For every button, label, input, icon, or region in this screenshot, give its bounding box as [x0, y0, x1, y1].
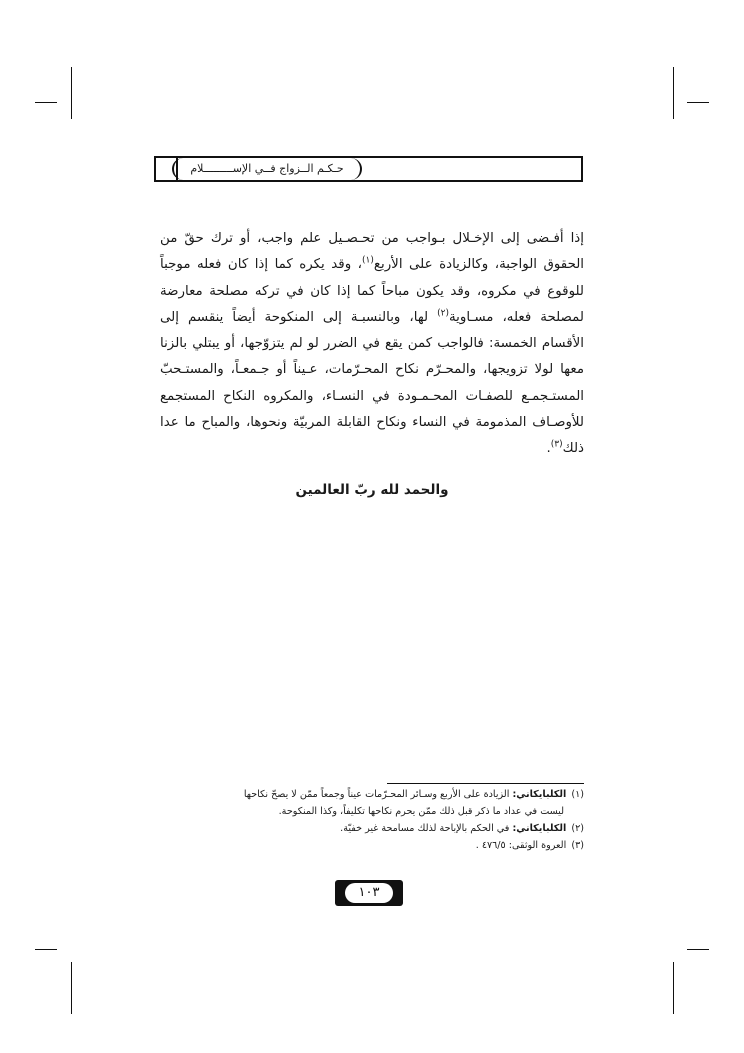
footnote-ref-1[interactable]: (١) [361, 255, 374, 266]
closing-line: والحمد لله ربّ العالمين [295, 482, 449, 498]
footnote-2 [160, 820, 584, 837]
crop-mark [35, 949, 57, 950]
footnote-1-continuation: ليست في عداد ما ذكر قبل ذلك ممّن يحرم نكاحها تكليفاً، وكذا المنكوحة. [278, 806, 564, 817]
footnote-number: (١) [571, 789, 584, 800]
footnote-separator [387, 783, 584, 784]
crop-mark [71, 962, 72, 1014]
footnote-text: في الحكم بالإباحة لذلك مسامحة غير خفيّة. [340, 823, 513, 834]
footnote-number: (٣) [571, 840, 584, 851]
crop-mark [71, 67, 72, 119]
body-text-segment: . [546, 441, 551, 457]
crop-mark [673, 67, 674, 119]
crop-mark [35, 102, 57, 103]
footnote-text: الزيادة على الأربع وسـائر المحـرّمات عيناً وجمعاً ممّن لا يصحّ نكاحها [243, 789, 513, 800]
crop-mark [687, 949, 709, 950]
footnotes [160, 786, 584, 854]
footnote-number: (٢) [571, 823, 584, 834]
footnote-ref-2[interactable]: (٢) [437, 308, 449, 319]
footnote-3 [160, 837, 584, 854]
body-text-segment: لها، وبالنسبـة إلى المنكوحة أيضاً ينقسم إلى الأقسام الخمسة: فالواجب كمن يقع في الضرر لو لم يتزوّجها، أو يبتلي بالزنا معها لولا تزويجها، والمحـرّم نكاح المحـرّمات، عـيناً أو جـمعـاً، والمستـحبّ المستـجمـع للصفـات المحـمـودة في النسـاء، والمكروه النكاح المستجمع للأوصـاف المذمومة في النساء ونكاح القابلة المربيّة ونحوها، والمباح ما عدا ذلك [160, 309, 584, 457]
footnote-1 [160, 786, 584, 803]
crop-mark [673, 962, 674, 1014]
footnote-author: الكلبايكاني: [512, 789, 567, 800]
footnote-ref-3[interactable]: (٣) [550, 439, 563, 450]
footnote-author: الكلبايكاني: [512, 823, 567, 834]
running-header-title: حـكـم الــزواج فــي الإســـــــــلام [190, 162, 344, 175]
body-paragraph [160, 226, 584, 463]
body-text-segment: إذا أفـضى إلى الإخـلال بـواجب من تحـصـيل علم واجب، أو ترك حقّ من الحقوق الواجبة، وكالزيادة على الأربع [160, 231, 585, 273]
page-number: ١٠٣ [345, 883, 393, 903]
crop-mark [687, 102, 709, 103]
body-text-segment: ، وقد يكره كما إذا كان فعله موجباً للوقوع في مكروه، وقد يكون مباحاً كما إذا كان في تركه مصلحة معارضة لمصلحة فعله، مسـاوية [160, 257, 584, 325]
footnote-text: العروة الوثقى: ٤٧٦/٥ . [475, 840, 567, 851]
